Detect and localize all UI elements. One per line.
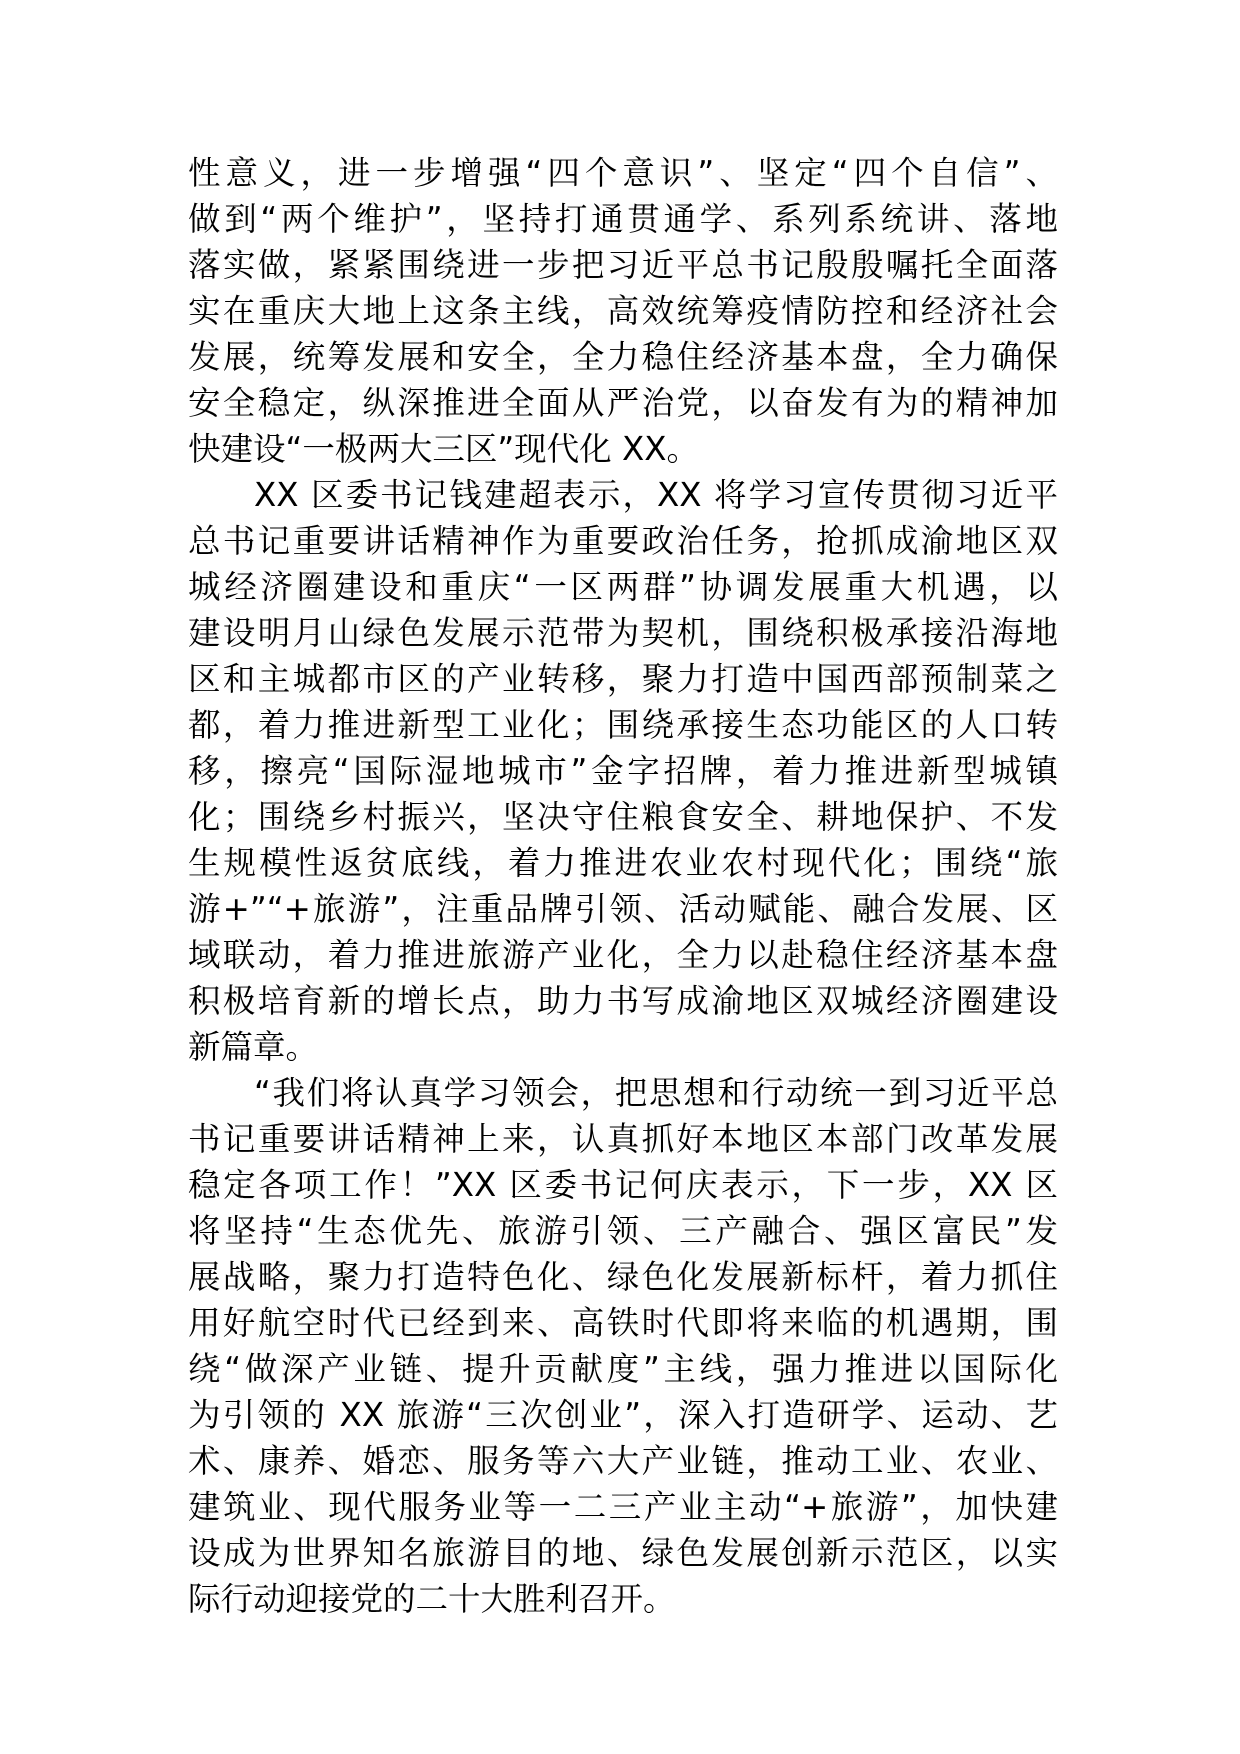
- text-line: 游+”“+旅游”，注重品牌引领、活动赋能、融合发展、区: [188, 890, 1058, 928]
- text-line: 生规模性返贫底线，着力推进农业农村现代化；围绕“旅: [188, 844, 1058, 882]
- text-line: 落实做，紧紧围绕进一步把习近平总书记殷殷嘱托全面落: [188, 246, 1058, 284]
- text-line: 建筑业、现代服务业等一二三产业主动“+旅游”，加快建: [188, 1488, 1058, 1526]
- paragraph-3: [188, 1070, 1058, 1622]
- text-line: 化；围绕乡村振兴，坚决守住粮食安全、耕地保护、不发: [188, 798, 1058, 836]
- text-line: 稳定各项工作！”XX 区委书记何庆表示，下一步，XX 区: [188, 1166, 1058, 1204]
- text-line: 用好航空时代已经到来、高铁时代即将来临的机遇期，围: [188, 1304, 1058, 1342]
- text-line: 性意义，进一步增强“四个意识”、坚定“四个自信”、: [188, 154, 1058, 192]
- text-line: 安全稳定，纵深推进全面从严治党，以奋发有为的精神加: [188, 384, 1058, 422]
- text-line: 域联动，着力推进旅游产业化，全力以赴稳住经济基本盘: [188, 936, 1058, 974]
- text-line: 为引领的 XX 旅游“三次创业”，深入打造研学、运动、艺: [188, 1396, 1058, 1434]
- text-line: 新篇章。: [188, 1028, 319, 1066]
- text-line: 实在重庆大地上这条主线，高效统筹疫情防控和经济社会: [188, 292, 1058, 330]
- paragraph-1: [188, 150, 1058, 472]
- text-line: 建设明月山绿色发展示范带为契机，围绕积极承接沿海地: [188, 614, 1058, 652]
- text-line: 书记重要讲话精神上来，认真抓好本地区本部门改革发展: [188, 1120, 1058, 1158]
- text-line: 际行动迎接党的二十大胜利召开。: [188, 1580, 676, 1618]
- text-line: 积极培育新的增长点，助力书写成渝地区双城经济圈建设: [188, 982, 1058, 1020]
- text-line: 都，着力推进新型工业化；围绕承接生态功能区的人口转: [188, 706, 1058, 744]
- text-line: 移，擦亮“国际湿地城市”金字招牌，着力推进新型城镇: [188, 752, 1058, 790]
- text-line: XX 区委书记钱建超表示，XX 将学习宣传贯彻习近平: [254, 476, 1058, 514]
- text-line: 城经济圈建设和重庆“一区两群”协调发展重大机遇，以: [188, 568, 1058, 606]
- text-line: 绕“做深产业链、提升贡献度”主线，强力推进以国际化: [188, 1350, 1058, 1388]
- text-line: 术、康养、婚恋、服务等六大产业链，推动工业、农业、: [188, 1442, 1058, 1480]
- text-line: 将坚持“生态优先、旅游引领、三产融合、强区富民”发: [188, 1212, 1058, 1250]
- text-line: 总书记重要讲话精神作为重要政治任务，抢抓成渝地区双: [188, 522, 1058, 560]
- text-line: 展战略，聚力打造特色化、绿色化发展新标杆，着力抓住: [188, 1258, 1058, 1296]
- text-line: 设成为世界知名旅游目的地、绿色发展创新示范区，以实: [188, 1534, 1058, 1572]
- paragraph-2: [188, 472, 1058, 1070]
- body-text: [188, 150, 1058, 1622]
- text-line: 快建设“一极两大三区”现代化 XX。: [188, 430, 700, 468]
- text-line: 区和主城都市区的产业转移，聚力打造中国西部预制菜之: [188, 660, 1058, 698]
- text-line: “我们将认真学习领会，把思想和行动统一到习近平总: [254, 1074, 1058, 1112]
- text-line: 发展，统筹发展和安全，全力稳住经济基本盘，全力确保: [188, 338, 1058, 376]
- text-line: 做到“两个维护”，坚持打通贯通学、系列系统讲、落地: [188, 200, 1058, 238]
